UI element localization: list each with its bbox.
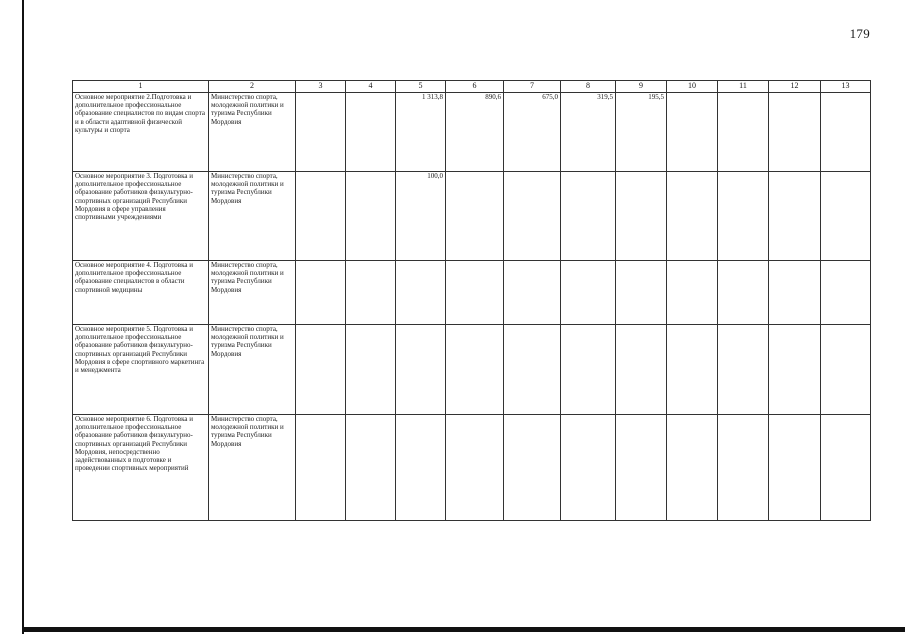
- column-number-row: [73, 81, 871, 93]
- value-cell: 319,5: [561, 93, 616, 172]
- value-cell: [616, 261, 667, 325]
- column-header: 12: [769, 81, 821, 93]
- value-cell: [769, 172, 821, 261]
- executor-cell: Министерство спорта, молодежной политики и туризма Республики Мордовия: [209, 325, 296, 415]
- value-cell: [616, 415, 667, 521]
- value-cell: [821, 325, 871, 415]
- value-cell: 675,0: [504, 93, 561, 172]
- table-row: [73, 261, 871, 325]
- value-cell: [346, 172, 396, 261]
- value-cell: [296, 325, 346, 415]
- value-cell: [446, 325, 504, 415]
- value-cell: [769, 261, 821, 325]
- column-header: 8: [561, 81, 616, 93]
- table-row: [73, 325, 871, 415]
- value-cell: [667, 93, 718, 172]
- value-cell: [769, 93, 821, 172]
- value-cell: [561, 415, 616, 521]
- column-header: 3: [296, 81, 346, 93]
- column-header: 7: [504, 81, 561, 93]
- executor-cell: Министерство спорта, молодежной политики и туризма Республики Мордовия: [209, 172, 296, 261]
- value-cell: [296, 415, 346, 521]
- value-cell: [446, 415, 504, 521]
- value-cell: [667, 415, 718, 521]
- value-cell: [504, 415, 561, 521]
- value-cell: [504, 261, 561, 325]
- column-header: 10: [667, 81, 718, 93]
- value-cell: [561, 172, 616, 261]
- value-cell: [561, 261, 616, 325]
- column-header: 9: [616, 81, 667, 93]
- value-cell: [718, 325, 769, 415]
- event-name-cell: Основное мероприятие 2.Подготовка и дополнительное профессиональное образование специалистов по видам спорта и в области адаптивной физической культуры и спорта: [73, 93, 209, 172]
- column-header: 5: [396, 81, 446, 93]
- value-cell: [346, 261, 396, 325]
- value-cell: [821, 172, 871, 261]
- value-cell: [718, 415, 769, 521]
- value-cell: 100,0: [396, 172, 446, 261]
- value-cell: [667, 172, 718, 261]
- table-row: [73, 415, 871, 521]
- value-cell: [718, 93, 769, 172]
- executor-cell: Министерство спорта, молодежной политики и туризма Республики Мордовия: [209, 93, 296, 172]
- column-header: 13: [821, 81, 871, 93]
- value-cell: [821, 415, 871, 521]
- event-name-cell: Основное мероприятие 3. Подготовка и дополнительное профессиональное образование работников физкультурно-спортивных организаций Республики Мордовия в сфере управления спортивными учреждениями: [73, 172, 209, 261]
- value-cell: [296, 172, 346, 261]
- event-name-cell: Основное мероприятие 4. Подготовка и дополнительное профессиональное образование специалистов в области спортивной медицины: [73, 261, 209, 325]
- executor-cell: Министерство спорта, молодежной политики и туризма Республики Мордовия: [209, 261, 296, 325]
- executor-cell: Министерство спорта, молодежной политики и туризма Республики Мордовия: [209, 415, 296, 521]
- column-header: 1: [73, 81, 209, 93]
- value-cell: [718, 261, 769, 325]
- column-header: 6: [446, 81, 504, 93]
- value-cell: [396, 261, 446, 325]
- value-cell: [616, 172, 667, 261]
- page-number: 179: [849, 26, 870, 41]
- value-cell: 195,5: [616, 93, 667, 172]
- value-cell: [504, 325, 561, 415]
- value-cell: [821, 261, 871, 325]
- table-row: [73, 172, 871, 261]
- column-header: 4: [346, 81, 396, 93]
- column-header: 11: [718, 81, 769, 93]
- value-cell: [396, 415, 446, 521]
- program-events-table: [72, 80, 871, 521]
- value-cell: [821, 93, 871, 172]
- value-cell: [446, 172, 504, 261]
- value-cell: [504, 172, 561, 261]
- value-cell: [296, 93, 346, 172]
- value-cell: [346, 325, 396, 415]
- value-cell: [296, 261, 346, 325]
- value-cell: [667, 261, 718, 325]
- scan-left-border: [22, 0, 24, 634]
- column-header: 2: [209, 81, 296, 93]
- value-cell: [346, 415, 396, 521]
- value-cell: [396, 325, 446, 415]
- event-name-cell: Основное мероприятие 6. Подготовка и дополнительное профессиональное образование работников физкультурно-спортивных организаций Республики Мордовия, непосредственно задействованных в подготовке и проведении спортивных мероприятий: [73, 415, 209, 521]
- value-cell: 890,6: [446, 93, 504, 172]
- value-cell: [616, 325, 667, 415]
- value-cell: [346, 93, 396, 172]
- event-name-cell: Основное мероприятие 5. Подготовка и дополнительное профессиональное образование работников физкультурно-спортивных организаций Республики Мордовия в сфере спортивного маркетинга и менеджмента: [73, 325, 209, 415]
- value-cell: [561, 325, 616, 415]
- value-cell: [718, 172, 769, 261]
- value-cell: [446, 261, 504, 325]
- value-cell: [769, 325, 821, 415]
- table-row: [73, 93, 871, 172]
- value-cell: [667, 325, 718, 415]
- value-cell: 1 313,8: [396, 93, 446, 172]
- scan-bottom-border: [22, 627, 905, 632]
- value-cell: [769, 415, 821, 521]
